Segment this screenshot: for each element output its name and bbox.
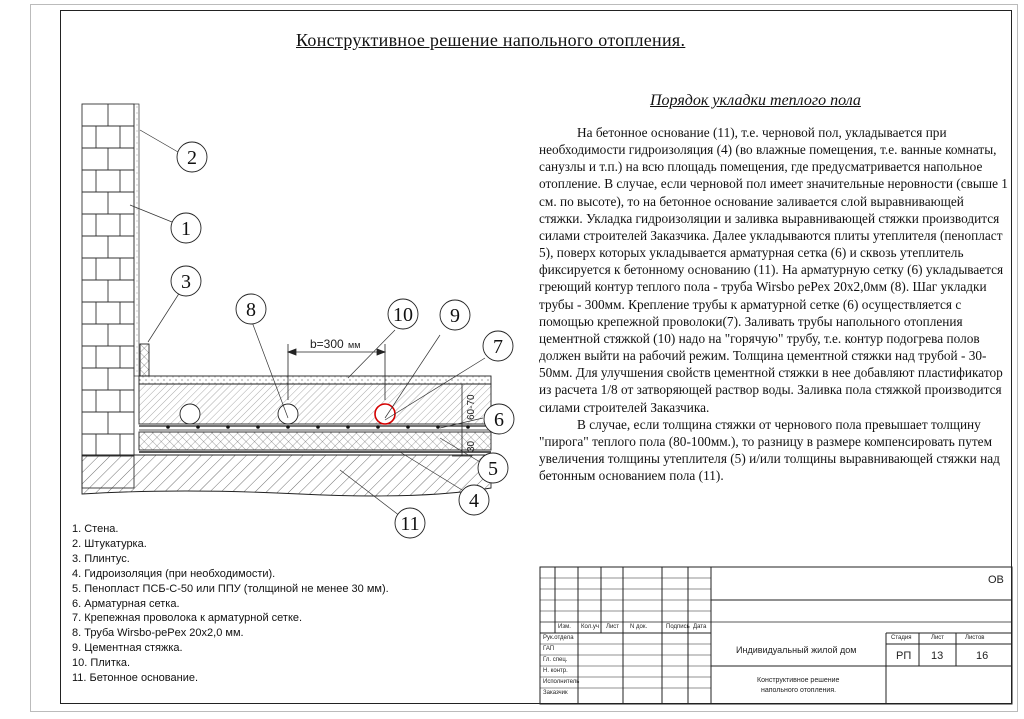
spacing-label: b=300 [310,337,344,351]
callout-2-label: 2 [187,147,197,169]
legend-item: 10. Плитка. [72,657,131,670]
procedure-paragraph-2: В случае, если толщина стяжки от чернового пола превышает толщину "пирога" теплого пола (80-100мм.), то разницу в размере компенсировать путем увеличения толщины утеплителя (5) и/или толщины выравнивающей стяжки над бетонным основанием пола (11). [539,416,1000,484]
concrete-base [82,455,491,496]
callout-4-label: 4 [469,490,479,512]
legend-item: 7. Крепежная проволока к арматурной сетке. [72,612,303,625]
dimension-total: 60-70 [466,394,477,420]
tb-role: Рук.отдела [543,635,574,641]
callout-10-label: 10 [393,304,413,326]
legend-item: 1. Стена. [72,523,119,535]
sheets-total: 16 [976,650,989,662]
tb-col-ndoc: N док. [630,624,648,630]
legend-item: 5. Пенопласт ПСБ-С-50 или ППУ (толщиной не менее 30 мм). [72,582,389,595]
page-title: Конструктивное решение напольного отопления. [296,30,686,50]
tb-col-date: Дата [693,624,707,630]
legend-item: 9. Цементная стяжка. [72,642,183,655]
document-code: ОВ [988,574,1004,586]
dimension-insulation: 30 [466,440,477,452]
tile-layer [139,376,491,384]
procedure-heading: Порядок укладки теплого пола [650,92,861,109]
tb-role: Н. контр. [543,668,568,674]
project-name: Индивидуальный жилой дом [736,645,857,655]
tb-col-sign: Подпись [666,624,690,630]
sheet-title-line-2: напольного отопления. [761,687,837,694]
legend-item: 4. Гидроизоляция (при необходимости). [72,567,276,580]
callout-9-label: 9 [450,305,460,327]
callout-6-label: 6 [494,409,504,431]
sheet-label: Лист [931,635,945,641]
pipe-section [278,404,298,424]
tb-col-kol: Кол.уч [581,624,599,630]
stage-value: РП [896,650,912,662]
legend-item: 3. Плинтус. [72,552,130,565]
procedure-paragraph-1: На бетонное основание (11), т.е. черновой пол, укладывается при необходимости гидроизоляция (4) (во влажные помещения, т.е. ванные комнаты, санузлы и т.п.) на всю площадь помещения, где предусматривается напольное отопление. В случае, если черновой пол имеет значительные неровности (свыше 1 см. по высоте), то на бетонное основание заливается слой выравнивающей стяжки. Укладка гидроизоляции и заливка выравнивающей стяжки производится силами строителей Заказчика. Далее укладываются плиты утеплителя (пенопласт 5), поверх которых укладывается арматурная сетка (6) и сквозь утеплитель фиксируется к бетонному основанию (11). На арматурную сетку (6) укладывается греющий контур теплого пола - труба Wirsbo pePex 20x2,0мм (8). Шаг укладки трубы - 300мм. Крепление трубы к арматурной сетке (6) осуществляется с помощью крепежной проволоки(7). Заливать трубы напольного отопления цементной стяжкой (10) надо на "горячую" трубу, т.е. контур подогрева полов должен выйти на рабочий режим. Толщина цементной стяжки над трубой - 30-50мм. Для улучшения свойств цементной стяжки в нее добавляют пластификатор из расчета 1/8 от затворяющей раствор воды. Заливка пола стяжкой производится силами строителей Заказчика. [539,125,1008,415]
tb-col-list: Лист [606,624,620,630]
callout-11-label: 11 [400,513,420,535]
tb-role: Заказчик [543,690,568,696]
legend-item: 11. Бетонное основание. [72,672,199,685]
callout-1-label: 1 [181,218,191,240]
skirting-board [140,344,149,376]
sheet-number: 13 [931,650,944,662]
legend-item: 6. Арматурная сетка. [72,597,180,610]
spacing-unit: мм [348,340,361,350]
legend-item: 8. Труба Wirsbo-pePex 20x2,0 мм. [72,627,244,640]
callout-8-label: 8 [246,299,256,321]
tb-role: Исполнитель [543,679,580,685]
pipe-section [180,404,200,424]
tb-role: Гл. спец. [543,657,568,663]
brick-wall [82,104,134,488]
callout-7-label: 7 [493,336,503,358]
legend-item: 2. Штукатурка. [72,537,147,550]
callout-3-label: 3 [181,271,191,293]
sheet-title-line-1: Конструктивное решение [757,677,840,684]
plaster-layer [134,104,139,376]
tb-col-izm: Изм. [558,624,571,630]
insulation-layer [139,432,491,450]
stage-label: Стадия [891,635,912,641]
callout-5-label: 5 [488,458,498,480]
tb-role: ГАП [543,646,555,652]
sheets-label: Листов [965,635,985,641]
floor-layers [82,376,491,496]
